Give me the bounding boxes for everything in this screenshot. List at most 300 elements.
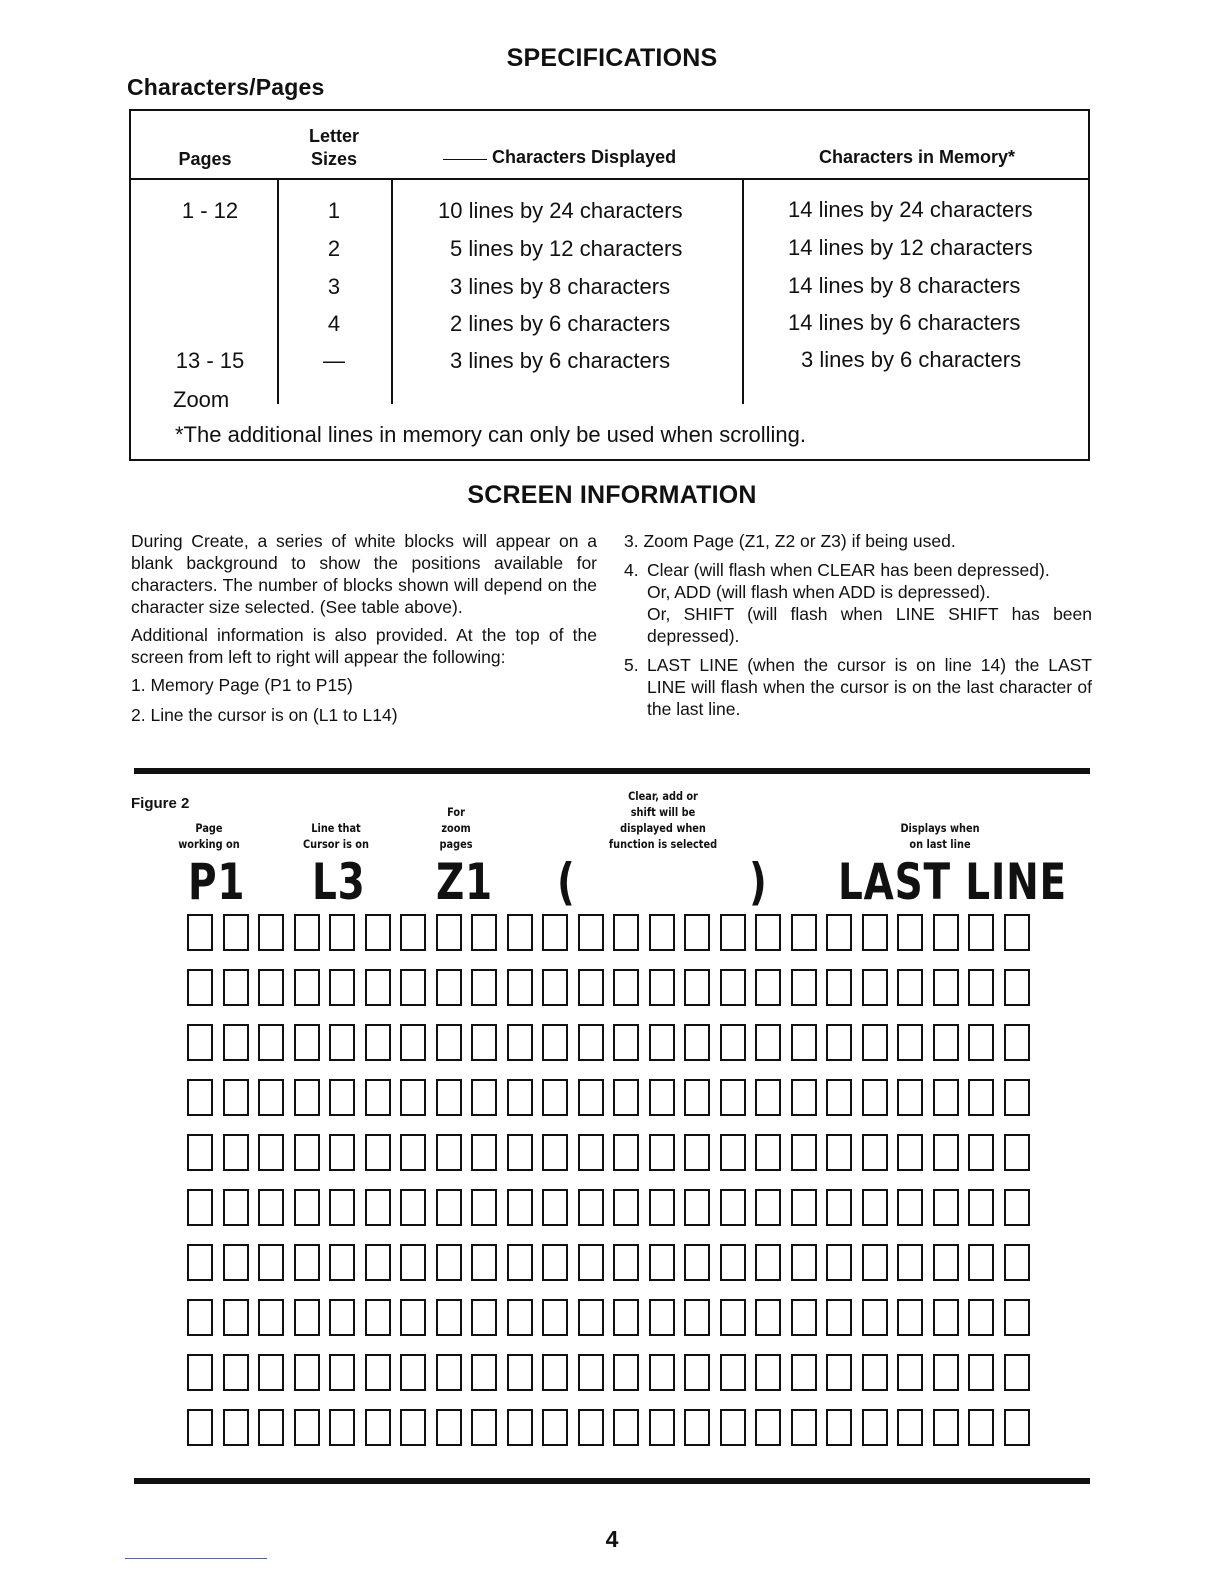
- caption-last-line-line1: Displays when: [900, 821, 980, 835]
- character-block: [613, 1299, 639, 1336]
- character-block: [436, 1244, 462, 1281]
- row-1-memory: 14 lines by 24 characters: [788, 197, 1033, 222]
- character-block: [684, 1134, 710, 1171]
- character-block: [1004, 1079, 1030, 1116]
- screen-info-right-column: [624, 530, 1092, 720]
- character-block: [542, 1024, 568, 1061]
- character-block: [471, 1299, 497, 1336]
- character-block: [1004, 1244, 1030, 1281]
- block-row: [187, 1299, 1042, 1336]
- character-block: [968, 1299, 994, 1336]
- caption-page-line1: Page: [195, 821, 223, 835]
- character-block: [578, 1079, 604, 1116]
- character-block: [826, 914, 852, 951]
- character-block: [826, 1079, 852, 1116]
- header-rule: [131, 178, 1088, 180]
- character-block: [400, 1244, 426, 1281]
- character-block: [294, 1354, 320, 1391]
- row-4-size: 4: [327, 311, 341, 336]
- character-block: [258, 1244, 284, 1281]
- row-4-displayed: 2 lines by 6 characters: [450, 311, 671, 336]
- character-block: [507, 1134, 533, 1171]
- character-block: [471, 1134, 497, 1171]
- block-row: [187, 1354, 1042, 1391]
- row-4-memory: 14 lines by 6 characters: [788, 310, 1021, 335]
- character-block: [684, 969, 710, 1006]
- character-block: [436, 1299, 462, 1336]
- character-block: [365, 1134, 391, 1171]
- character-block: [294, 1244, 320, 1281]
- character-block: [933, 1024, 959, 1061]
- character-block: [542, 1134, 568, 1171]
- character-block: [720, 1189, 746, 1226]
- row-1-pages: 1 - 12: [181, 198, 239, 223]
- caption-zoom-line2: zoom: [441, 821, 471, 835]
- character-block: [755, 1409, 781, 1446]
- character-block: [223, 914, 249, 951]
- character-block: [791, 914, 817, 951]
- character-block: [542, 1299, 568, 1336]
- character-block: [613, 1189, 639, 1226]
- character-block: [755, 1244, 781, 1281]
- character-block: [542, 969, 568, 1006]
- row-5-size: —: [323, 348, 345, 373]
- table-footnote: *The additional lines in memory can only be used when scrolling.: [175, 422, 807, 447]
- character-block: [862, 1299, 888, 1336]
- character-block: [578, 914, 604, 951]
- character-block: [365, 1189, 391, 1226]
- header-letter-sizes-line1: Letter: [308, 126, 359, 146]
- character-block: [968, 1079, 994, 1116]
- character-block: [720, 1079, 746, 1116]
- character-block: [897, 1079, 923, 1116]
- character-block: [258, 1299, 284, 1336]
- row-6-pages: Zoom: [173, 387, 230, 412]
- character-block: [187, 969, 213, 1006]
- header-memory: Characters in Memory*: [818, 147, 1016, 167]
- character-block: [649, 1354, 675, 1391]
- character-block: [862, 1244, 888, 1281]
- character-block: [329, 1299, 355, 1336]
- character-block: [826, 1024, 852, 1061]
- character-block: [684, 914, 710, 951]
- character-block: [400, 1299, 426, 1336]
- character-block: [223, 1024, 249, 1061]
- character-block: [933, 1244, 959, 1281]
- header-displayed-label: Characters Displayed: [492, 147, 677, 167]
- character-block: [933, 914, 959, 951]
- character-block: [329, 1134, 355, 1171]
- character-block: [223, 1244, 249, 1281]
- character-block: [826, 1299, 852, 1336]
- character-block: [294, 1134, 320, 1171]
- character-block: [294, 1299, 320, 1336]
- character-block: [720, 1299, 746, 1336]
- caption-clear-line1: Clear, add or: [628, 789, 698, 803]
- character-block: [542, 1079, 568, 1116]
- character-block: [294, 914, 320, 951]
- character-block: [613, 1134, 639, 1171]
- character-block: [862, 1189, 888, 1226]
- character-block: [649, 1409, 675, 1446]
- character-block: [755, 969, 781, 1006]
- character-block: [400, 1409, 426, 1446]
- character-block: [329, 1189, 355, 1226]
- character-block: [471, 1409, 497, 1446]
- character-block: [897, 1299, 923, 1336]
- character-block: [471, 1024, 497, 1061]
- character-block: [436, 1189, 462, 1226]
- character-block: [258, 1189, 284, 1226]
- character-block: [507, 1024, 533, 1061]
- character-block: [258, 969, 284, 1006]
- character-block: [471, 914, 497, 951]
- character-block: [649, 1244, 675, 1281]
- header-displayed: [443, 147, 743, 168]
- character-block: [1004, 969, 1030, 1006]
- character-block: [968, 1354, 994, 1391]
- character-block: [294, 1189, 320, 1226]
- character-block: [897, 1409, 923, 1446]
- list-item-4-line-b: Or, ADD (will flash when ADD is depressed).: [647, 582, 991, 602]
- character-block: [223, 1354, 249, 1391]
- character-block: [826, 969, 852, 1006]
- character-block: [542, 914, 568, 951]
- character-block: [329, 1354, 355, 1391]
- row-1-displayed: 10 lines by 24 characters: [438, 198, 683, 223]
- paragraph-1: During Create, a series of white blocks will appear on a blank background to show the positions available for characters. The number of blocks shown will depend on the character size selected. (See table above).: [131, 531, 597, 617]
- character-block: [791, 1079, 817, 1116]
- character-block: [791, 969, 817, 1006]
- character-block: [862, 1024, 888, 1061]
- character-block: [578, 1189, 604, 1226]
- row-5-memory: 3 lines by 6 characters: [801, 347, 1022, 372]
- caption-line-line2: Cursor is on: [303, 837, 369, 851]
- character-block: [578, 1299, 604, 1336]
- character-block: [187, 1189, 213, 1226]
- character-block: [720, 1409, 746, 1446]
- character-block: [826, 1354, 852, 1391]
- block-row: [187, 1244, 1042, 1281]
- character-block: [897, 1354, 923, 1391]
- character-block: [862, 1354, 888, 1391]
- character-block: [436, 1409, 462, 1446]
- row-2-displayed: 5 lines by 12 characters: [450, 236, 683, 261]
- character-block: [897, 969, 923, 1006]
- caption-clear-line4: function is selected: [608, 837, 718, 851]
- character-block: [862, 969, 888, 1006]
- character-block: [897, 1134, 923, 1171]
- caption-clear-line3: displayed when: [620, 821, 706, 835]
- caption-line-line1: Line that: [311, 821, 361, 835]
- block-row: [187, 914, 1042, 951]
- character-block: [329, 969, 355, 1006]
- character-block: [187, 1024, 213, 1061]
- character-block: [613, 1024, 639, 1061]
- character-block: [294, 1409, 320, 1446]
- figure-top-rule: [134, 768, 1090, 774]
- character-block: [258, 1079, 284, 1116]
- paragraph-2: Additional information is also provided. At the top of the screen from left to right will appear the following:: [131, 625, 597, 667]
- character-block: [968, 1024, 994, 1061]
- character-block: [400, 1079, 426, 1116]
- character-block: [649, 969, 675, 1006]
- character-block: [578, 1354, 604, 1391]
- character-block: [968, 1134, 994, 1171]
- character-block: [436, 969, 462, 1006]
- screen-info-left-column: [131, 530, 597, 734]
- character-block: [365, 914, 391, 951]
- character-block: [507, 1244, 533, 1281]
- character-block: [294, 1024, 320, 1061]
- character-block: [791, 1024, 817, 1061]
- character-block: [471, 1244, 497, 1281]
- row-1-size: 1: [327, 198, 341, 223]
- character-block: [755, 1354, 781, 1391]
- character-block: [400, 1189, 426, 1226]
- row-2-size: 2: [327, 236, 341, 261]
- indicator-last-line: LAST LINE: [838, 853, 1067, 911]
- specifications-title: SPECIFICATIONS: [506, 44, 718, 72]
- character-block: [471, 969, 497, 1006]
- character-block: [507, 914, 533, 951]
- character-block-grid: [187, 914, 1042, 1464]
- character-block: [365, 1244, 391, 1281]
- character-block: [720, 969, 746, 1006]
- character-block: [933, 1354, 959, 1391]
- list-item-3: 3. Zoom Page (Z1, Z2 or Z3) if being used.: [624, 531, 956, 551]
- character-block: [294, 969, 320, 1006]
- character-block: [436, 1079, 462, 1116]
- block-row: [187, 1189, 1042, 1226]
- blank-underline: [443, 159, 487, 160]
- character-block: [720, 1134, 746, 1171]
- character-block: [329, 1024, 355, 1061]
- list-item-4-line-c: Or, SHIFT (will flash when LINE SHIFT has been depressed).: [647, 604, 1092, 646]
- page-number: 4: [605, 1526, 619, 1552]
- character-block: [329, 1079, 355, 1116]
- character-block: [862, 1079, 888, 1116]
- character-block: [187, 1354, 213, 1391]
- row-3-size: 3: [327, 274, 341, 299]
- column-divider: [391, 178, 393, 404]
- character-block: [329, 1409, 355, 1446]
- character-block: [897, 1189, 923, 1226]
- character-block: [365, 1079, 391, 1116]
- character-block: [578, 1409, 604, 1446]
- character-block: [507, 1409, 533, 1446]
- list-item-5-number: 5.: [624, 655, 639, 675]
- character-block: [968, 914, 994, 951]
- character-block: [329, 914, 355, 951]
- block-row: [187, 1409, 1042, 1446]
- character-block: [684, 1189, 710, 1226]
- character-block: [1004, 1134, 1030, 1171]
- character-block: [862, 1134, 888, 1171]
- list-item-4-number: 4.: [624, 560, 639, 580]
- character-block: [542, 1354, 568, 1391]
- character-block: [223, 1409, 249, 1446]
- character-block: [755, 1299, 781, 1336]
- character-block: [968, 1409, 994, 1446]
- character-block: [223, 1134, 249, 1171]
- caption-last-line-line2: on last line: [909, 837, 971, 851]
- character-block: [507, 1299, 533, 1336]
- header-pages: Pages: [178, 149, 232, 169]
- character-block: [649, 1079, 675, 1116]
- character-block: [542, 1244, 568, 1281]
- character-block: [471, 1079, 497, 1116]
- character-block: [684, 1409, 710, 1446]
- character-block: [791, 1189, 817, 1226]
- row-2-memory: 14 lines by 12 characters: [788, 235, 1033, 260]
- list-item-1: 1. Memory Page (P1 to P15): [131, 675, 353, 695]
- character-block: [933, 1409, 959, 1446]
- character-block: [471, 1189, 497, 1226]
- character-block: [826, 1134, 852, 1171]
- character-block: [542, 1409, 568, 1446]
- character-block: [400, 1024, 426, 1061]
- caption-page: [171, 820, 248, 852]
- character-block: [400, 1134, 426, 1171]
- figure-bottom-rule: [134, 1478, 1090, 1484]
- character-block: [862, 914, 888, 951]
- character-block: [755, 1134, 781, 1171]
- list-item-4: [624, 559, 1092, 647]
- character-block: [933, 1134, 959, 1171]
- character-block: [755, 1189, 781, 1226]
- character-block: [613, 1079, 639, 1116]
- character-block: [613, 1409, 639, 1446]
- character-block: [826, 1189, 852, 1226]
- character-block: [613, 1354, 639, 1391]
- character-block: [1004, 914, 1030, 951]
- character-block: [436, 914, 462, 951]
- list-item-5-text: LAST LINE (when the cursor is on line 14) the LAST LINE will flash when the cursor is on the last character of the last line.: [647, 655, 1092, 719]
- list-item-2: 2. Line the cursor is on (L1 to L14): [131, 705, 398, 725]
- character-block: [258, 914, 284, 951]
- character-block: [258, 1409, 284, 1446]
- character-block: [258, 1354, 284, 1391]
- character-block: [755, 914, 781, 951]
- list-item-5: [624, 654, 1092, 720]
- character-block: [436, 1134, 462, 1171]
- character-block: [187, 1299, 213, 1336]
- character-block: [578, 1244, 604, 1281]
- character-block: [471, 1354, 497, 1391]
- character-block: [684, 1079, 710, 1116]
- character-block: [684, 1299, 710, 1336]
- character-block: [578, 1134, 604, 1171]
- header-letter-sizes: [277, 125, 391, 171]
- character-block: [507, 1189, 533, 1226]
- caption-clear: [595, 788, 731, 852]
- row-5-displayed: 3 lines by 6 characters: [450, 348, 671, 373]
- character-block: [897, 1024, 923, 1061]
- character-block: [1004, 1299, 1030, 1336]
- block-row: [187, 969, 1042, 1006]
- character-block: [1004, 1024, 1030, 1061]
- character-block: [720, 1244, 746, 1281]
- row-5-pages: 13 - 15: [175, 348, 245, 373]
- character-block: [649, 1134, 675, 1171]
- character-block: [649, 1024, 675, 1061]
- footer-link-underline: [125, 1558, 267, 1559]
- character-block: [187, 1409, 213, 1446]
- character-block: [791, 1409, 817, 1446]
- character-block: [1004, 1409, 1030, 1446]
- character-block: [578, 1024, 604, 1061]
- header-letter-sizes-line2: Sizes: [310, 149, 358, 169]
- character-block: [720, 1354, 746, 1391]
- character-block: [826, 1409, 852, 1446]
- character-block: [223, 1189, 249, 1226]
- character-block: [1004, 1354, 1030, 1391]
- character-block: [187, 1244, 213, 1281]
- character-block: [187, 1134, 213, 1171]
- character-block: [684, 1244, 710, 1281]
- character-block: [720, 1024, 746, 1061]
- character-block: [400, 914, 426, 951]
- character-block: [897, 914, 923, 951]
- character-block: [223, 1079, 249, 1116]
- caption-page-line2: working on: [178, 837, 240, 851]
- character-block: [400, 1354, 426, 1391]
- list-item-4-line-a: Clear (will flash when CLEAR has been depressed).: [647, 560, 1050, 580]
- character-block: [365, 1354, 391, 1391]
- screen-information-title: SCREEN INFORMATION: [467, 481, 757, 509]
- character-block: [507, 1079, 533, 1116]
- character-block: [755, 1079, 781, 1116]
- row-3-memory: 14 lines by 8 characters: [788, 273, 1021, 298]
- character-block: [400, 969, 426, 1006]
- row-3-displayed: 3 lines by 8 characters: [450, 274, 671, 299]
- character-block: [933, 1299, 959, 1336]
- character-block: [187, 914, 213, 951]
- caption-last-line: [889, 820, 991, 852]
- character-block: [507, 1354, 533, 1391]
- indicator-page: P1: [188, 853, 246, 911]
- character-block: [933, 1189, 959, 1226]
- character-block: [968, 1244, 994, 1281]
- character-block: [436, 1354, 462, 1391]
- character-block: [613, 1244, 639, 1281]
- character-block: [862, 1409, 888, 1446]
- character-block: [791, 1299, 817, 1336]
- specifications-table: [129, 109, 1090, 461]
- indicator-open-paren: (: [557, 853, 576, 911]
- character-block: [542, 1189, 568, 1226]
- character-block: [649, 914, 675, 951]
- block-row: [187, 1134, 1042, 1171]
- character-block: [1004, 1189, 1030, 1226]
- character-block: [578, 969, 604, 1006]
- caption-clear-line2: shift will be: [630, 805, 696, 819]
- character-block: [720, 914, 746, 951]
- character-block: [223, 969, 249, 1006]
- character-block: [897, 1244, 923, 1281]
- block-row: [187, 1024, 1042, 1061]
- character-block: [436, 1024, 462, 1061]
- character-block: [684, 1024, 710, 1061]
- indicator-line: L3: [312, 853, 366, 911]
- characters-pages-subtitle: Characters/Pages: [127, 74, 325, 100]
- character-block: [223, 1299, 249, 1336]
- caption-line: [294, 820, 379, 852]
- caption-zoom: [426, 804, 486, 852]
- character-block: [755, 1024, 781, 1061]
- character-block: [791, 1134, 817, 1171]
